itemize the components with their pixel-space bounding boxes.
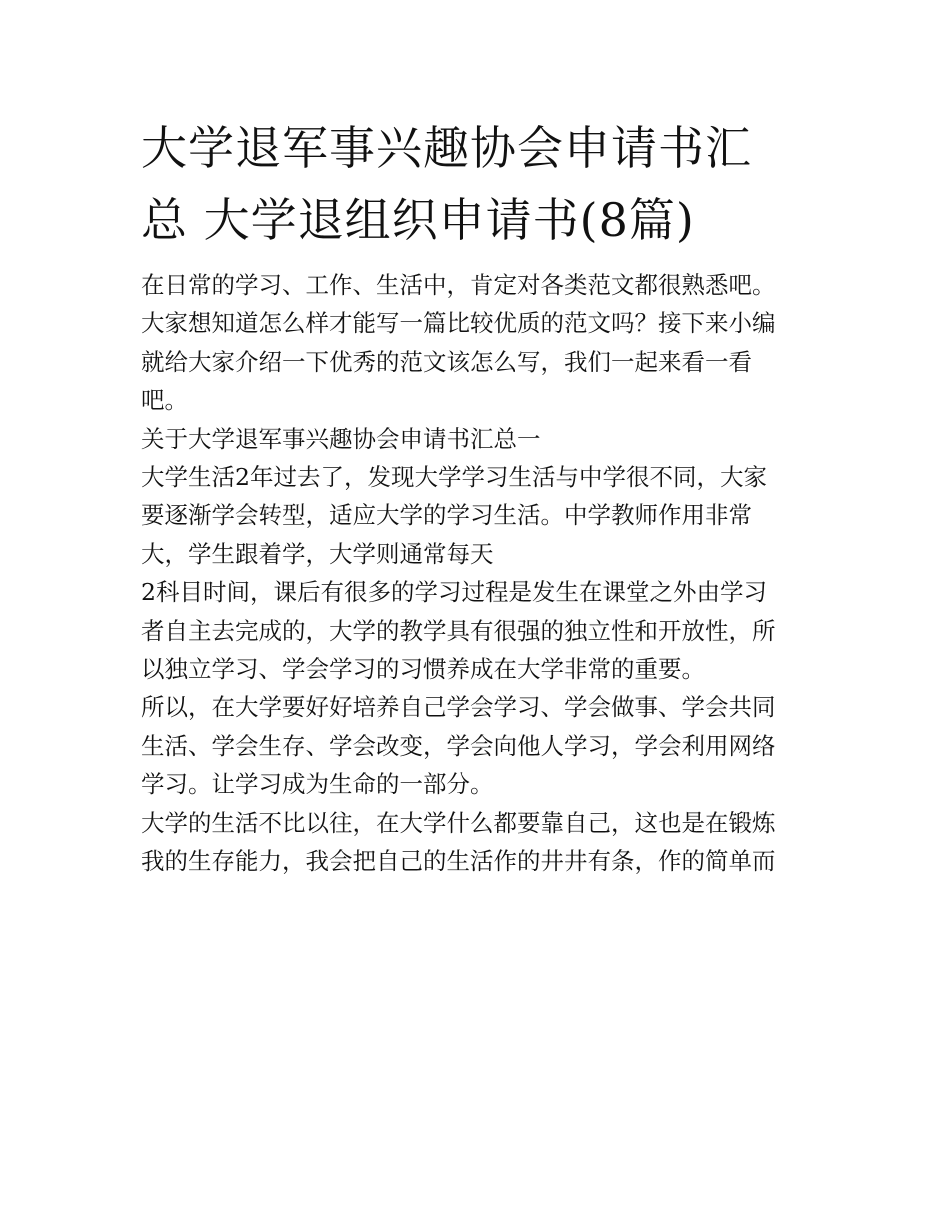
text-line: 大学的生活不比以往，在大学什么都要靠自己，这也是在锻炼 [141,808,776,837]
text-line: 者自主去完成的，大学的教学具有很强的独立性和开放性，所 [141,616,776,645]
intro-paragraph [141,266,831,420]
text-line: 吧。 [141,386,188,415]
document-title [141,112,831,256]
text-line: 所以，在大学要好好培养自己学会学习、学会做事、学会共同 [141,693,776,722]
body-paragraph [141,804,831,881]
body-paragraph [141,458,831,573]
text-line: 关于大学退军事兴趣协会申请书汇总一 [141,424,541,453]
text-line: 大，学生跟着学，大学则通常每天 [141,539,494,568]
title-spacer [141,256,831,266]
text-line: 学习。让学习成为生命的一部分。 [141,770,494,799]
text-line: 大学生活2年过去了，发现大学学习生活与中学很不同，大家 [141,463,767,492]
text-line: 我的生存能力，我会把自己的生活作的井井有条，作的简单而 [141,847,776,876]
text-line: 在日常的学习、工作、生活中，肯定对各类范文都很熟悉吧。 [141,271,776,299]
document-body [141,112,831,881]
title-line: 总 大学退组织申请书(8篇) [141,193,695,247]
body-paragraph [141,688,831,803]
text-line: 就给大家介绍一下优秀的范文该怎么写，我们一起来看一看 [141,347,752,376]
text-line: 2科目时间，课后有很多的学习过程是发生在课堂之外由学习 [141,578,767,607]
text-line: 以独立学习、学会学习的习惯养成在大学非常的重要。 [141,655,705,684]
text-line: 要逐渐学会转型，适应大学的学习生活。中学教师作用非常 [141,501,752,530]
body-paragraph [141,573,831,688]
text-line: 大家想知道怎么样才能写一篇比较优质的范文吗？接下来小编 [141,309,776,338]
text-line: 生活、学会生存、学会改变，学会向他人学习，学会利用网络 [141,731,776,760]
title-line: 大学退军事兴趣协会申请书汇 [141,121,752,175]
section-heading [141,420,831,458]
